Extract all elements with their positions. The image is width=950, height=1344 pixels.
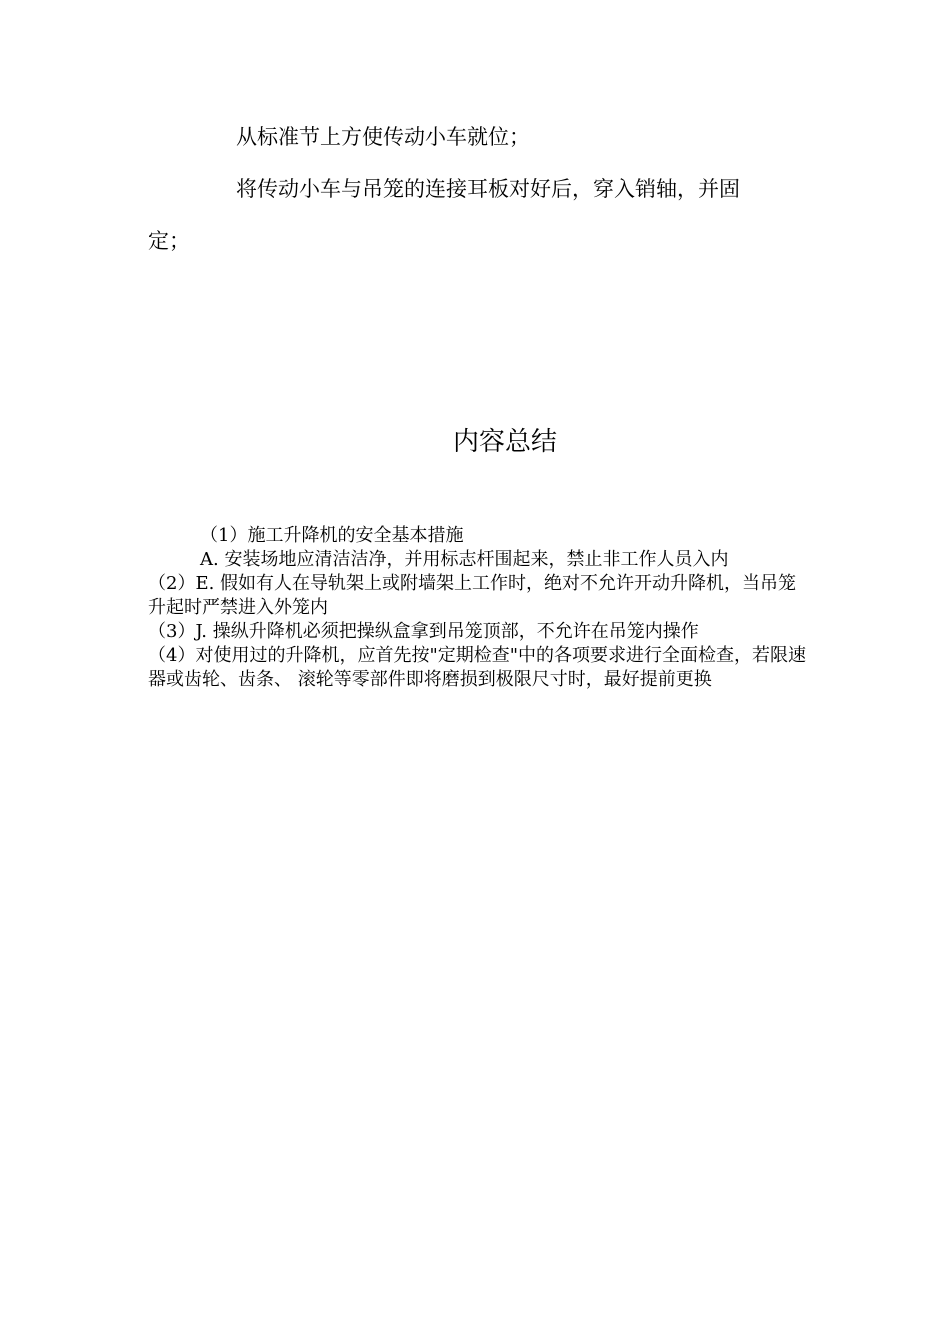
section-heading: 内容总结: [452, 427, 557, 457]
summary-item-2: A. 安装场地应清洁洁净，并用标志杆围起来，禁止非工作人员入内: [200, 549, 729, 570]
summary-item-4: （3）J. 操纵升降机必须把操纵盒拿到吊笼顶部，不允许在吊笼内操作: [148, 621, 699, 642]
summary-item-5: （4）对使用过的升降机，应首先按"定期检查"中的各项要求进行全面检查，若限速器或齿轮、齿条、 滚轮等零部件即将磨损到极限尺寸时，最好提前更换: [148, 645, 807, 690]
body-line-2: 将传动小车与吊笼的连接耳板对好后，穿入销轴，并固: [236, 177, 740, 201]
summary-block: [148, 524, 808, 692]
body-line-3: 定；: [148, 229, 190, 253]
summary-item-3: （2）E. 假如有人在导轨架上或附墙架上工作时，绝对不允许开动升降机，当吊笼升起时严禁进入外笼内: [148, 573, 797, 618]
summary-item-1: （1）施工升降机的安全基本措施: [200, 525, 464, 546]
body-line-1: 从标准节上方使传动小车就位；: [236, 125, 530, 149]
